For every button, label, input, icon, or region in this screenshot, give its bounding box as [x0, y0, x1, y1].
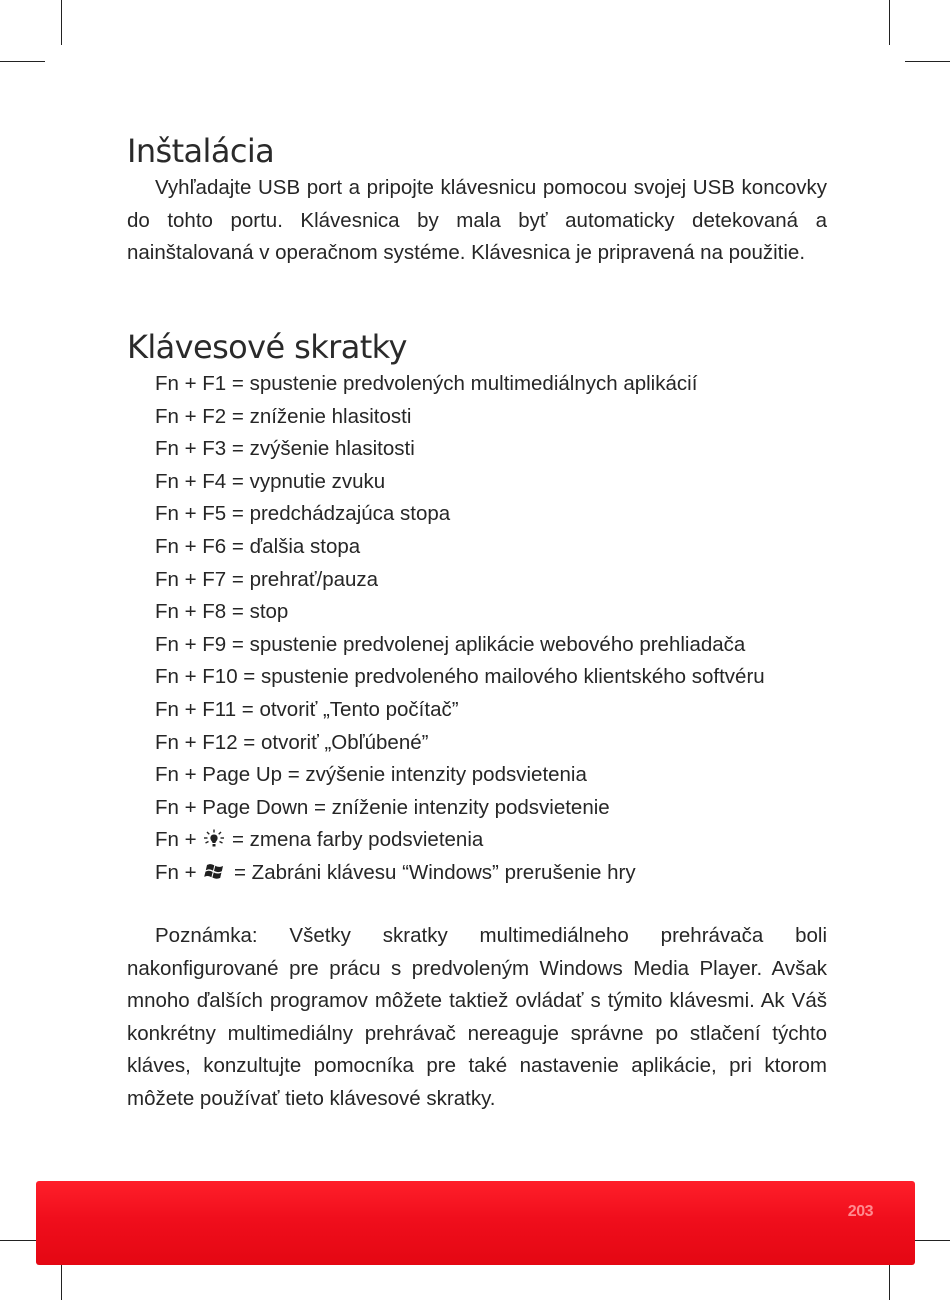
shortcut-item: Fn + F2 = zníženie hlasitosti: [155, 404, 412, 428]
page-number: 203: [847, 1203, 873, 1220]
windows-logo-icon: [202, 860, 228, 893]
shortcut-description: = Zabráni klávesu “Windows” prerušenie hry: [234, 860, 636, 884]
shortcut-item: Fn + F8 = stop: [155, 600, 289, 624]
installation-heading: Inštalácia: [127, 132, 275, 170]
shortcut-item: Fn + F12 = otvoriť „Obľúbené”: [155, 730, 429, 754]
shortcut-prefix: Fn +: [155, 828, 197, 852]
backlight-bulb-icon: [202, 827, 226, 860]
crop-mark: [61, 0, 62, 45]
shortcuts-heading: Klávesové skratky: [127, 328, 407, 366]
shortcut-item-windows-key: [155, 857, 765, 890]
shortcut-item-backlight-color: [155, 824, 765, 857]
note-paragraph: Poznámka: Všetky skratky multimediálneho prehrávača boli nakonfigurované pre prácu s predvoleným Windows Media Player. Avšak mnoho ďalších programov môžete taktiež ovládať s týmito klávesmi. Ak Váš konkrétny multimediálny prehrávač nereaguje správne po stlačení týchto kláves, konzultujte pomocníka pre také nastavenie aplikácie, pri ktorom môžete používať tieto klávesové skratky.: [127, 924, 827, 1110]
shortcut-item: Fn + F3 = zvýšenie hlasitosti: [155, 437, 415, 461]
shortcut-item: Fn + F11 = otvoriť „Tento počítač”: [155, 697, 459, 721]
installation-paragraph: Vyhľadajte USB port a pripojte klávesnicu pomocou svojej USB koncovky do tohto portu. Klávesnica by mala byť automaticky detekovaná a nainštalovaná v operačnom systéme. Klávesnica je pripravená na použitie.: [127, 176, 827, 265]
crop-mark: [905, 61, 950, 62]
shortcut-item: Fn + Page Up = zvýšenie intenzity podsvietenia: [155, 763, 587, 787]
shortcut-item: Fn + F5 = predchádzajúca stopa: [155, 502, 451, 526]
shortcut-item: Fn + F6 = ďalšia stopa: [155, 534, 361, 558]
crop-mark: [889, 0, 890, 45]
shortcut-list: [155, 368, 765, 890]
shortcut-item: Fn + F9 = spustenie predvolenej aplikácie webového prehliadača: [155, 632, 746, 656]
crop-mark: [0, 61, 45, 62]
shortcut-item: Fn + F7 = prehrať/pauza: [155, 567, 379, 591]
shortcut-description: = zmena farby podsvietenia: [232, 828, 484, 852]
shortcut-prefix: Fn +: [155, 860, 197, 884]
shortcut-item: Fn + Page Down = zníženie intenzity podsvietenie: [155, 795, 610, 819]
footer-bar: [36, 1181, 915, 1265]
shortcut-item: Fn + F4 = vypnutie zvuku: [155, 469, 386, 493]
shortcut-item: Fn + F10 = spustenie predvoleného mailového klientského softvéru: [155, 665, 765, 689]
shortcut-item: Fn + F1 = spustenie predvolených multimediálnych aplikácií: [155, 372, 698, 395]
